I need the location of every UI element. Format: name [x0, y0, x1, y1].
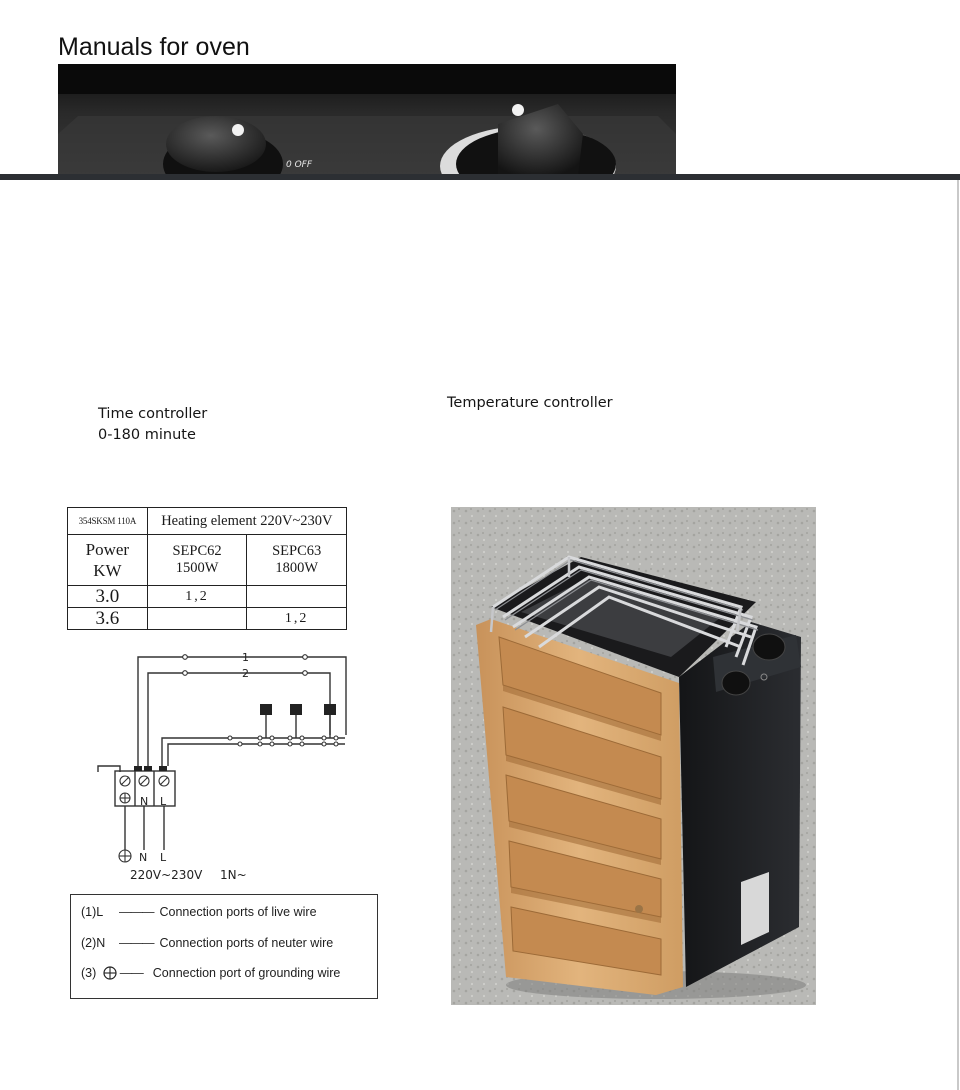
kw-value: 3.6 — [68, 608, 148, 630]
sepc63-cell — [247, 586, 347, 608]
legend-key: (2)N — [81, 936, 106, 950]
ground-icon — [103, 966, 117, 983]
wire-2-label: 2 — [242, 667, 249, 680]
element-watt: 1800W — [275, 560, 319, 576]
legend-text: Connection ports of neuter wire — [159, 936, 334, 950]
legend-key: (3) — [81, 966, 97, 980]
page-edge — [957, 180, 959, 1090]
terminal-l-label: L — [160, 795, 167, 808]
model-number-cell: 354SKSM 110A — [68, 508, 148, 535]
oven-control-panel-photo — [58, 64, 676, 175]
sepc62-cell: 1,2 — [147, 586, 247, 608]
power-kw-header — [68, 535, 148, 586]
element-watt: 1500W — [175, 560, 219, 576]
legend-text: Connection ports of live wire — [159, 905, 317, 919]
sepc63-cell: 1,2 — [247, 608, 347, 630]
legend-key: (1)L — [81, 905, 104, 919]
terminal-n-label: N — [140, 795, 149, 808]
heating-element-heading: Heating element 220V~230V — [147, 508, 346, 535]
kw-value: 3.0 — [68, 586, 148, 608]
supply-l-label: L — [160, 851, 167, 864]
time-controller-label: Time controller — [98, 406, 208, 422]
temperature-controller-caption: Temperature controller — [447, 395, 613, 411]
time-range-label: 0-180 minute — [98, 427, 196, 443]
supply-voltage-label: 220V~230V — [130, 868, 203, 882]
section-divider — [0, 174, 960, 180]
page-title: Manuals for oven — [58, 33, 250, 61]
off-label: 0 OFF — [286, 160, 313, 170]
legend-text: Connection port of grounding wire — [152, 966, 341, 980]
phase-label: 1N~ — [220, 868, 247, 882]
wire-1-label: 1 — [242, 651, 249, 664]
element-sepc62-header — [147, 535, 247, 586]
kw-label: KW — [93, 561, 122, 580]
legend-item: (1)L ——— Connection ports of live wire — [81, 905, 317, 919]
element-sepc63-header — [247, 535, 347, 586]
table-row — [68, 608, 347, 630]
supply-n-label: N — [139, 851, 148, 864]
element-name: SEPC63 — [272, 543, 322, 559]
sepc62-cell — [147, 608, 247, 630]
power-label: Power — [85, 540, 130, 559]
wiring-legend — [70, 894, 378, 999]
legend-item: (2)N ——— Connection ports of neuter wire — [81, 936, 334, 950]
heating-element-spec-table — [67, 507, 347, 630]
sauna-heater-photo — [451, 507, 816, 1005]
element-name: SEPC62 — [172, 543, 222, 559]
legend-item: (3) —— Connection port of grounding wire — [81, 966, 340, 983]
wiring-diagram — [90, 640, 370, 890]
table-row — [68, 586, 347, 608]
time-controller-caption — [98, 404, 207, 446]
